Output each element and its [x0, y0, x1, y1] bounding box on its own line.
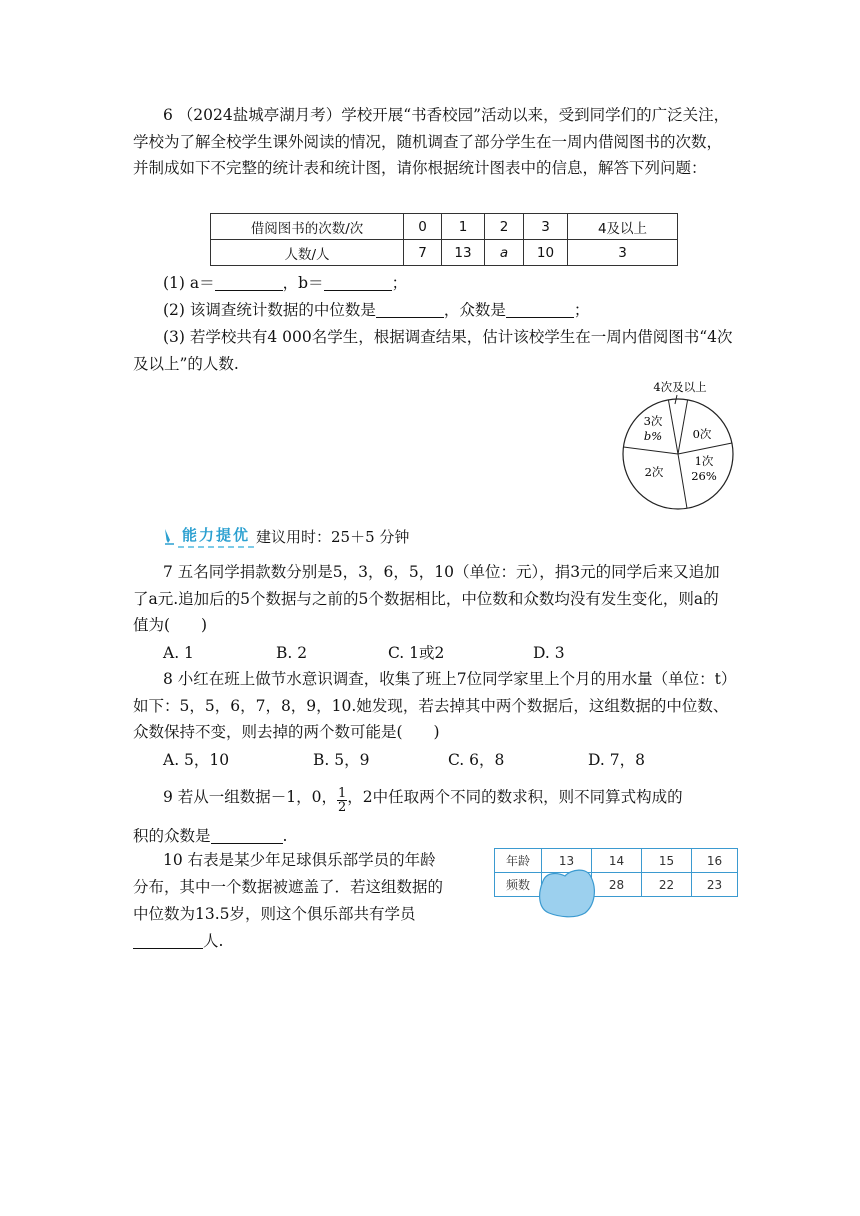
- pie-label-0: 0次: [692, 427, 712, 441]
- table-cell: 0: [404, 214, 442, 240]
- q7-option-b[interactable]: B. 2: [276, 644, 308, 662]
- borrow-count-table: [210, 213, 678, 266]
- pie-divider-4-0: [678, 400, 688, 454]
- pie-divider-2-3: [624, 447, 679, 454]
- table-cell: 2: [485, 214, 524, 240]
- pie-divider-4-3: [668, 400, 678, 454]
- table-cell: 10: [524, 240, 568, 266]
- table-header-cell: 频数: [495, 873, 542, 897]
- q9-text-part1: 9 若从一组数据－1，0，: [163, 788, 338, 806]
- table-cell: 7: [404, 240, 442, 266]
- q6-sub1-end: ；: [391, 274, 408, 292]
- table-header-cell: 借阅图书的次数/次: [211, 214, 404, 240]
- table-header-cell: 年龄: [495, 849, 542, 873]
- table-cell: 13: [542, 849, 592, 873]
- table-row: [211, 240, 678, 266]
- pie-label-1-percent: 26%: [691, 469, 717, 483]
- q6-sub2-mode-label: ，众数是: [443, 301, 506, 319]
- question-6-text: 6 （2024盐城亭湖月考）学校开展“书香校园”活动以来，受到同学们的广泛关注，学校为了解全校学生课外阅读的情况，随机调查了部分学生在一周内借阅图书的次数，并制成如下不完整的统计表和统计图，请你根据统计图表中的信息，解答下列问题：: [133, 106, 730, 177]
- pie-label-1: 1次: [694, 454, 714, 468]
- table-header-cell: 人数/人: [211, 240, 404, 266]
- q7-option-d[interactable]: D. 3: [533, 644, 565, 662]
- fraction-one-half: [337, 787, 347, 814]
- table-row: [495, 849, 738, 873]
- table-cell: 3: [568, 240, 678, 266]
- table-cell: 16: [692, 849, 738, 873]
- q6-sub1-a-label: (1) a＝: [163, 274, 215, 292]
- answer-blank: [215, 274, 283, 291]
- answer-blank: [133, 932, 203, 949]
- question-10-line4: [133, 931, 223, 951]
- pie-label-3-percent: b%: [643, 429, 663, 443]
- question-8-text: 8 小红在班上做节水意识调查，收集了班上7位同学家里上个月的用水量（单位：t）如下：5，5，6，7，8，9，10.她发现，若去掉其中两个数据后，这组数据的中位数、众数保持不变，则去掉的两个数可能是( ): [133, 670, 729, 741]
- q6-sub2-end: ；: [573, 301, 590, 319]
- answer-blank: [211, 827, 283, 844]
- q9-mode-label: 积的众数是: [133, 827, 211, 845]
- q6-sub1: [163, 273, 407, 293]
- table-cell: 23: [692, 873, 738, 897]
- q10-end: 人.: [203, 932, 224, 950]
- table-row: [495, 873, 738, 897]
- pie-label-3: 3次: [643, 414, 663, 428]
- table-cell: a: [485, 240, 524, 266]
- answer-blank: [376, 301, 444, 318]
- question-10-line3: 中位数为13.5岁，则这个俱乐部共有学员: [133, 905, 416, 923]
- table-cell: 13: [442, 240, 485, 266]
- pie-label-4-plus: 4次及以上: [653, 380, 707, 394]
- q8-option-b[interactable]: B. 5，9: [313, 751, 370, 769]
- q6-sub3: (3) 若学校共有4 000名学生，根据调查结果，估计该校学生在一周内借阅图书“4次及以上”的人数.: [133, 328, 733, 373]
- q6-sub2-median-label: (2) 该调查统计数据的中位数是: [163, 301, 376, 319]
- fraction-numerator: 1: [338, 786, 347, 801]
- question-9-line1: [163, 787, 683, 814]
- borrow-pie-chart: [617, 376, 747, 511]
- table-cell: 28: [592, 873, 642, 897]
- question-10-line1: 10 右表是某少年足球俱乐部学员的年龄: [163, 851, 436, 869]
- pencil-icon: [162, 527, 176, 545]
- age-distribution-table: [494, 848, 738, 897]
- q7-option-c[interactable]: C. 1或2: [388, 644, 445, 662]
- q8-option-c[interactable]: C. 6，8: [448, 751, 505, 769]
- q8-option-d[interactable]: D. 7，8: [588, 751, 645, 769]
- pie-divider-1-2: [678, 454, 687, 508]
- fraction-denominator: 2: [338, 800, 347, 815]
- table-cell: 1: [442, 214, 485, 240]
- suggested-time: 建议用时：25＋5 分钟: [256, 527, 410, 546]
- q7-option-a[interactable]: A. 1: [163, 644, 194, 662]
- table-cell: 4及以上: [568, 214, 678, 240]
- answer-blank: [324, 274, 392, 291]
- table-cell: 3: [524, 214, 568, 240]
- ability-title: 能力提优: [178, 524, 254, 548]
- ink-blot-cover: [537, 867, 597, 919]
- table-cell: 15: [642, 849, 692, 873]
- table-cell: 22: [642, 873, 692, 897]
- question-9-line2: [133, 826, 287, 846]
- q9-text-part2: ，2中任取两个不同的数求积，则不同算式构成的: [347, 788, 683, 806]
- q8-option-a[interactable]: A. 5，10: [163, 751, 230, 769]
- pie-label-2: 2次: [644, 465, 664, 479]
- answer-blank: [506, 301, 574, 318]
- table-row: [211, 214, 678, 240]
- question-7-text: 7 五名同学捐款数分别是5，3，6，5，10（单位：元），捐3元的同学后来又追加了a元.追加后的5个数据与之前的5个数据相比，中位数和众数均没有发生变化，则a的值为( ): [133, 563, 720, 634]
- pie-divider-0-1: [678, 443, 732, 454]
- ability-section-header: [162, 525, 409, 547]
- q6-sub2: [163, 300, 589, 320]
- question-10-line2: 分布，其中一个数据被遮盖了．若这组数据的: [133, 878, 444, 896]
- q9-end: .: [282, 827, 288, 845]
- table-cell: 14: [592, 849, 642, 873]
- q6-sub1-b-label: ，b＝: [282, 274, 324, 292]
